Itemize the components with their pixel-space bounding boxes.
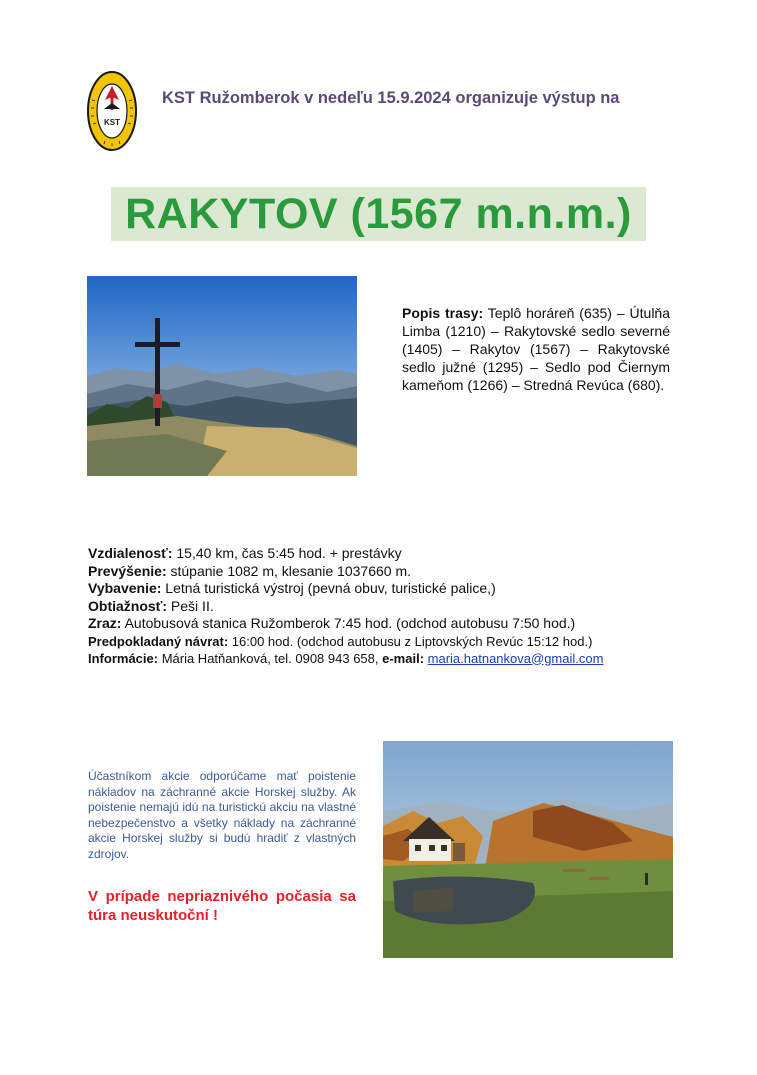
route-text: Teplô horáreň (635) – Útulňa Limba (1210) – Rakytovské sedlo severné (1405) – Rakytov (1567) – Rakytovské sedlo južné (1295) – Sedlo pod Čiernym kameňom (1266) – Stredná Revúca (680). [402,305,670,393]
trip-details [88,545,688,667]
route-description [402,304,670,394]
email-label: e-mail: [382,650,425,666]
title-highlight [111,187,646,241]
detail-return [88,633,688,650]
detail-distance [88,545,688,563]
email-link[interactable]: maria.hatnankova@gmail.com [427,650,604,666]
detail-value: Letná turistická výstroj (pevná obuv, turistické palice,) [161,580,496,596]
detail-label: Predpokladaný návrat: [88,633,229,649]
detail-label: Vzdialenosť: [88,545,173,561]
insurance-note: Účastníkom akcie odporúčame mať poistenie nákladov na záchranné akcie Horskej služby. Ak poistenie nemajú idú na turistickú akciu na vlastné nebezpečenstvo a všetky náklady na záchranné akcie Horskej služby si budú hradiť z vlastných zdrojov. [88,769,356,861]
detail-value: Autobusová stanica Ružomberok 7:45 hod. (odchod autobusu 7:50 hod.) [121,615,576,631]
detail-value: 16:00 hod. (odchod autobusu z Liptovských Revúc 15:12 hod.) [228,633,593,649]
detail-label: Obtiažnosť: [88,597,168,614]
summit-cross-photo [87,276,357,476]
summit-cross-photo-icon [87,276,357,476]
announcement-header: KST Ružomberok v nedeľu 15.9.2024 organizuje výstup na [162,89,620,107]
detail-equipment [88,580,688,598]
page-title: RAKYTOV (1567 m.n.m.) [125,190,632,238]
kst-logo [86,70,138,152]
detail-label: Zraz: [88,615,122,631]
detail-value: 15,40 km, čas 5:45 hod. + prestávky [172,545,402,561]
weather-warning: V prípade nepriaznivého počasia sa túra neuskutoční ! [88,888,356,924]
detail-info [88,650,688,667]
detail-value: Peši II. [167,597,214,614]
detail-label: Prevýšenie: [88,562,167,579]
detail-difficulty [88,598,688,616]
detail-elevation [88,563,688,581]
info-label: Informácie: [88,650,159,666]
detail-value: stúpanie 1082 m, klesanie 1037660 m. [166,562,411,579]
info-contact: Mária Hatňanková, tel. 0908 943 658, [158,650,383,666]
route-label: Popis trasy: [402,305,484,321]
kst-club-logo-icon [86,70,138,152]
logo-center-text: KST [104,118,120,127]
detail-label: Vybavenie: [88,580,162,596]
mountain-hut-photo [383,741,673,958]
mountain-hut-pond-photo-icon [383,741,673,958]
detail-meeting [88,615,688,633]
